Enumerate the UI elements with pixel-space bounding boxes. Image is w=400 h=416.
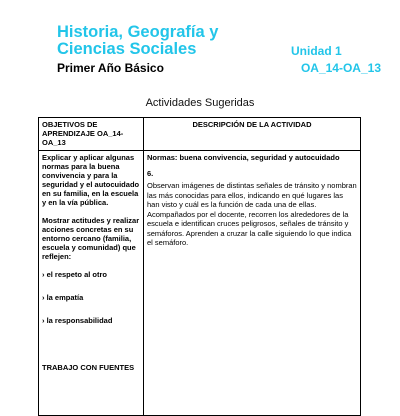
section-title: Actividades Sugeridas — [145, 97, 255, 109]
description-column-header: DESCRIPCIÓN DE LA ACTIVIDAD — [144, 118, 361, 151]
objective-bullet-responsibility: › la responsabilidad — [42, 316, 113, 325]
activity-number: 6. — [147, 169, 154, 178]
activity-description: Observan imágenes de distintas señales de tránsito y nombran las más conocidas para ellos, indicando en qué lugares las han visto y cuál es la función de cada una de ellas. Acompañados por el docente, recorren los alrededores de la escuela e identifican cruces peligrosos, señales de tránsito y semáforos. Aprenden a cruzar la calle siguiendo lo que indica el semáforo. — [147, 181, 357, 247]
oa-code: OA_14-OA_13 — [300, 61, 381, 75]
objectives-cell — [39, 151, 144, 416]
table-row — [39, 151, 361, 416]
norms-heading: Normas: buena convivencia, seguridad y autocuidado — [147, 153, 340, 162]
objective-bullet-empathy: › la empatía — [42, 293, 84, 302]
unit-label: Unidad 1 — [291, 44, 342, 58]
objective-text-2: Mostrar actitudes y realizar acciones concretas en su entorno cercano (familia, escuela y comunidad) que reflejen: — [42, 216, 140, 261]
objective-text-1: Explicar y aplicar algunas normas para la buena convivencia y para la seguridad y el autocuidado en su familia, en la escuela y en la vía pública. — [42, 153, 140, 207]
objective-footer: TRABAJO CON FUENTES — [42, 363, 135, 372]
objectives-column-header: OBJETIVOS DE APRENDIZAJE OA_14-OA_13 — [39, 118, 144, 151]
grade-label: Primer Año Básico — [57, 61, 164, 75]
objective-bullet-respect: › el respeto al otro — [42, 270, 108, 279]
subject-title: Historia, Geografía y Ciencias Sociales — [57, 23, 219, 58]
table-header-row — [39, 118, 361, 151]
activities-table — [38, 117, 361, 416]
description-cell — [144, 151, 361, 416]
